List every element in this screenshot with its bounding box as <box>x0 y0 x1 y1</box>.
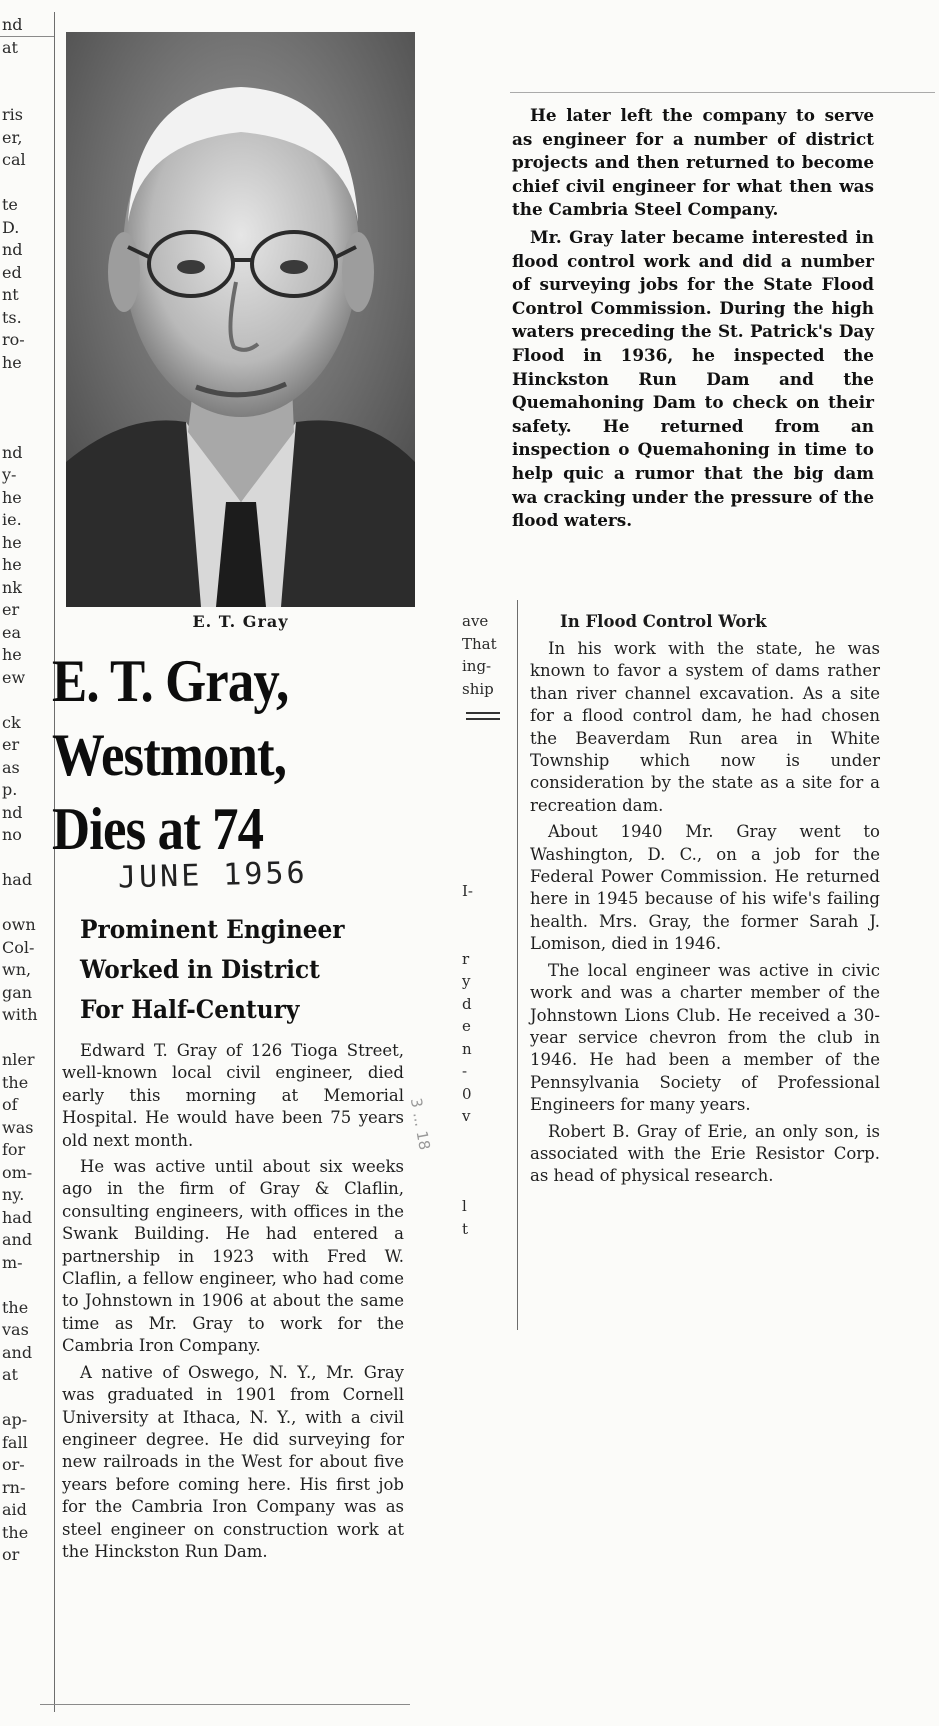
left-column-fragment: nk <box>2 577 22 597</box>
left-column-fragment: ny. <box>2 1185 25 1204</box>
paragraph-9: Robert B. Gray of Erie, an only son, is associated with the Erie Resistor Corp. as head of physical research. <box>530 1121 880 1186</box>
paragraph-1: Edward T. Gray of 126 Tioga Street, well-known local civil engineer, died early this morning at Memorial Hospital. He would have been 75 years old next month. <box>62 1041 404 1150</box>
middle-column-fragments <box>462 610 506 1240</box>
left-column-rule <box>54 12 55 1712</box>
middle-column-fragment: v <box>462 1107 471 1125</box>
middle-column-fragment <box>462 813 506 836</box>
left-column-fragment: ap- <box>2 1410 28 1429</box>
headline-line-2: Westmont, <box>52 722 287 788</box>
left-column-fragment: with <box>2 1005 38 1024</box>
left-column-fragment: as <box>2 757 20 777</box>
left-column-fragment <box>2 1387 46 1410</box>
paragraph-5: Mr. Gray later became interested in flood control work and did a number of surveying jobs for the State Flood Control Commission. During the high waters preceding the St. Patrick's Day Flood in 1936, he inspected the Hinckston Run Dam and the Quemahoning Dam to check on their safety. He returned from an inspection o Quemahoning in time to help quic a rumor that the big dam wa cracking under the pressure of the flood waters. <box>512 226 874 531</box>
left-column-fragments <box>2 14 46 1567</box>
left-article-column <box>62 1040 404 1567</box>
middle-column-fragment <box>462 925 506 948</box>
left-column-fragment: the <box>2 1297 29 1317</box>
top-right-rule <box>510 92 935 93</box>
top-left-rule <box>0 36 54 37</box>
photo-caption: E. T. Gray <box>192 612 289 631</box>
portrait-image <box>66 32 415 607</box>
pencil-mark: 3 ... 18 <box>406 1096 434 1152</box>
middle-column-fragment: n <box>462 1039 472 1058</box>
left-column-fragment: ro- <box>2 330 25 349</box>
left-column-fragment: at <box>2 1365 18 1384</box>
middle-column-fragment <box>462 858 506 881</box>
left-column-fragment: ie. <box>2 510 22 529</box>
left-column-fragment <box>2 82 46 105</box>
left-column-fragment: at <box>2 37 18 57</box>
left-column-fragment: ts. <box>2 307 22 327</box>
deck-line-1: Prominent Engineer <box>80 915 345 944</box>
middle-column-fragment: That <box>462 634 497 653</box>
middle-column-fragment: 0 <box>462 1084 472 1103</box>
middle-column-fragment <box>462 768 506 791</box>
middle-column-fragment: e <box>462 1017 471 1035</box>
middle-column-fragment <box>462 723 506 746</box>
left-column-fragment <box>2 419 46 442</box>
left-column-fragment: he <box>2 555 22 574</box>
left-column-fragment: had <box>2 870 33 889</box>
left-column-fragment: om- <box>2 1162 33 1182</box>
left-column-fragment <box>2 1274 46 1297</box>
left-column-fragment <box>2 689 46 712</box>
left-column-fragment: Col- <box>2 937 35 957</box>
middle-column-fragment: y <box>462 972 471 990</box>
left-column-fragment: wn, <box>2 960 32 979</box>
left-column-fragment: nd <box>2 802 23 822</box>
left-column-fragment: gan <box>2 982 33 1002</box>
middle-column-fragment: I- <box>462 882 473 900</box>
left-column-fragment: ea <box>2 622 22 642</box>
left-column-fragment: the <box>2 1522 29 1542</box>
middle-column-fragment: t <box>462 1219 469 1238</box>
left-column-fragment <box>2 892 46 915</box>
double-rule-b <box>466 718 500 720</box>
left-column-fragment: he <box>2 352 22 372</box>
deck-line-2: Worked in District <box>80 955 320 984</box>
left-column-fragment: own <box>2 915 36 934</box>
left-column-fragment: nd <box>2 442 23 462</box>
left-column-fragment: vas <box>2 1320 29 1339</box>
handwritten-date: JUNE 1956 <box>117 855 308 896</box>
headline-line-3: Dies at 74 <box>52 796 264 862</box>
paragraph-4: He later left the company to serve as engineer for a number of district projects and then returned to become chief civil engineer for what then was the Cambria Steel Company. <box>512 105 874 220</box>
left-column-fragment: rn- <box>2 1477 26 1497</box>
paragraph-2: He was active until about six weeks ago in the firm of Gray & Claflin, consulting engineers, with offices in the Swank Building. He had entered a partnership in 1923 with Fred W. Claflin, a fellow engineer, who had come to Johnstown in 1906 at about the same time as Mr. Gray to work for the Cambria Iron Company. <box>62 1157 404 1356</box>
paragraph-6: In his work with the state, he was known to favor a system of dams rather than river channel excavation. As a site for a flood control dam, he had chosen the Beaverdam Run area in White Township which now is under consideration by the state as a site for a recreation dam. <box>530 639 880 815</box>
left-column-fragment: er <box>2 600 20 619</box>
middle-column-fragment <box>462 835 506 858</box>
middle-column-fragment: l <box>462 1197 467 1215</box>
left-column-fragment: cal <box>2 150 26 169</box>
headline-line-1: E. T. Gray, <box>52 648 289 714</box>
left-column-fragment: aid <box>2 1500 27 1519</box>
middle-column-fragment <box>462 903 506 926</box>
left-column-fragment: of <box>2 1095 18 1114</box>
left-column-fragment <box>2 847 46 870</box>
middle-column-fragment: d <box>462 994 472 1013</box>
left-column-fragment: p. <box>2 780 18 799</box>
left-column-fragment: D. <box>2 217 20 237</box>
middle-column-rule <box>517 600 518 1330</box>
left-column-fragment <box>2 59 46 82</box>
left-column-fragment: he <box>2 532 22 552</box>
left-column-fragment: or- <box>2 1455 25 1474</box>
left-column-fragment: er <box>2 735 20 754</box>
left-column-fragment: ck <box>2 712 21 732</box>
left-column-fragment: ed <box>2 262 22 282</box>
left-column-fragment <box>2 374 46 397</box>
left-column-fragment: he <box>2 487 22 507</box>
double-rule-a <box>466 712 500 714</box>
left-column-fragment: nler <box>2 1050 35 1069</box>
left-column-fragment: er, <box>2 127 23 147</box>
left-column-fragment: and <box>2 1342 33 1362</box>
left-column-fragment: nt <box>2 285 19 304</box>
section-subhead: In Flood Control Work <box>560 612 767 631</box>
left-column-fragment: fall <box>2 1432 28 1452</box>
middle-column-fragment <box>462 1128 506 1151</box>
bottom-left-rule <box>40 1704 410 1705</box>
left-column-fragment: ew <box>2 667 26 687</box>
middle-column-fragment: - <box>462 1062 468 1080</box>
middle-column-fragment: ship <box>462 679 494 698</box>
middle-column-fragment <box>462 1150 506 1173</box>
middle-column-fragment <box>462 745 506 768</box>
middle-column-fragment: ing- <box>462 657 492 675</box>
left-column-fragment <box>2 397 46 420</box>
left-column-fragment: he <box>2 645 22 664</box>
left-column-fragment <box>2 1027 46 1050</box>
left-column-fragment: nd <box>2 240 23 259</box>
paragraph-8: The local engineer was active in civic work and was a charter member of the Johnstown Lions Club. He received a 30-year service chevron from the club in 1946. He had been a member of the Pennsylvania Society of Professional Engineers for many years. <box>530 960 880 1115</box>
left-column-fragment: ris <box>2 105 23 124</box>
right-article-column-bottom <box>530 638 880 1192</box>
left-column-fragment: or <box>2 1545 20 1564</box>
middle-column-fragment: ave <box>462 612 489 630</box>
portrait-photo <box>66 32 415 607</box>
left-column-fragment: y- <box>2 465 17 484</box>
left-column-fragment: no <box>2 825 22 844</box>
paragraph-7: About 1940 Mr. Gray went to Washington, D. C., on a job for the Federal Power Commission. He returned here in 1945 because of his wife's failing health. Mrs. Gray, the former Sarah J. Lomison, died in 1946. <box>530 822 880 954</box>
left-column-fragment: for <box>2 1140 26 1159</box>
left-column-fragment: te <box>2 195 18 214</box>
middle-column-fragment <box>462 1173 506 1196</box>
middle-column-fragment <box>462 790 506 813</box>
left-column-fragment: the <box>2 1072 29 1092</box>
left-column-fragment <box>2 172 46 195</box>
deck-line-3: For Half-Century <box>80 995 300 1024</box>
right-article-column-top <box>512 104 874 537</box>
left-column-fragment: and <box>2 1230 33 1249</box>
left-column-fragment: m- <box>2 1252 23 1272</box>
left-column-fragment: nd <box>2 15 23 34</box>
paragraph-3: A native of Oswego, N. Y., Mr. Gray was graduated in 1901 from Cornell University at Ithaca, N. Y., with a civil engineer degree. He did surveying for new railroads in the West for about five years before coming here. His first job for the Cambria Iron Company was as steel engineer on construction work at the Hinckston Run Dam. <box>62 1362 404 1561</box>
left-column-fragment: had <box>2 1207 33 1227</box>
left-column-fragment: was <box>2 1117 34 1137</box>
middle-column-fragment: r <box>462 949 470 968</box>
